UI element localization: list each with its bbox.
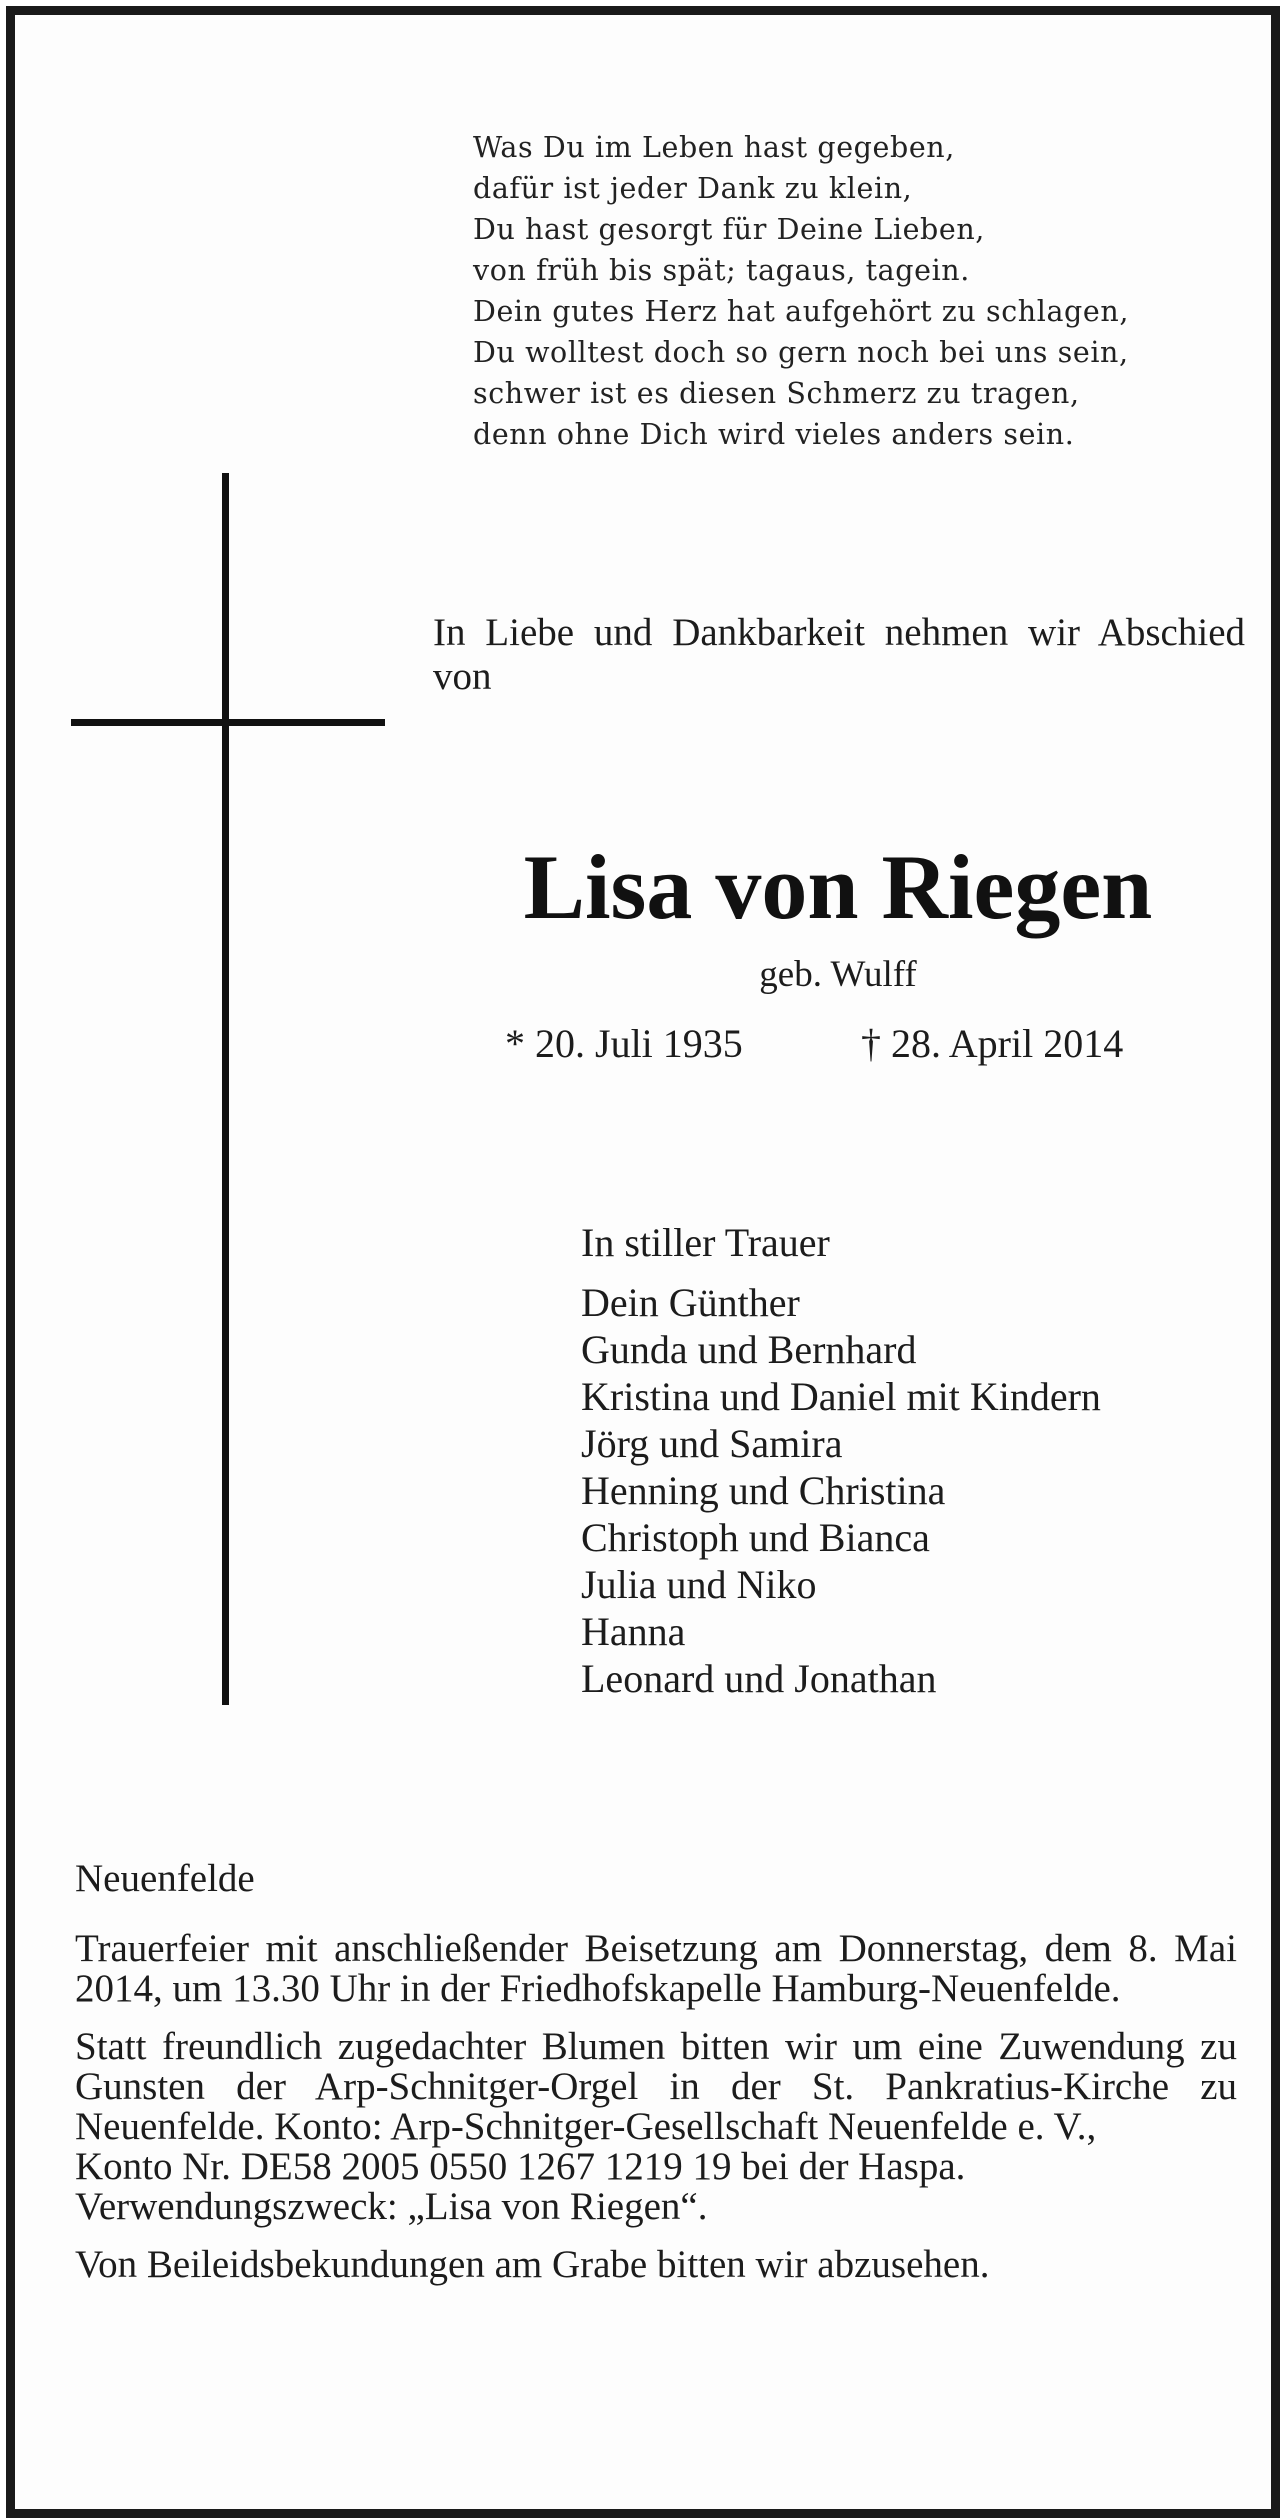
deceased-name: Lisa von Riegen (523, 836, 1153, 938)
mourner-name: Gunda und Bernhard (581, 1327, 917, 1372)
mourner-name: Leonard und Jonathan (581, 1656, 937, 1701)
poem-line: denn ohne Dich wird vieles anders sein. (473, 418, 1075, 451)
mourner-name: Henning und Christina (581, 1468, 946, 1513)
poem (473, 127, 1253, 455)
birth-date: * 20. Juli 1935 (505, 1021, 743, 1066)
cross-vertical-bar (222, 473, 229, 1705)
mourner-name: Dein Günther (581, 1280, 800, 1325)
obituary-notice (6, 6, 1280, 2518)
poem-line: Du hast gesorgt für Deine Lieben, (473, 213, 985, 246)
poem-line: Was Du im Leben hast gegeben, (473, 131, 955, 164)
mourners-heading: In stiller Trauer (581, 1220, 830, 1265)
mourner-name: Jörg und Samira (581, 1421, 843, 1466)
condolence-text: Von Beileidsbekundungen am Grabe bitten wir abzusehen. (75, 2243, 990, 2286)
purpose-text: Verwendungszweck: „Lisa von Riegen“. (75, 2185, 708, 2228)
account-text: Konto Nr. DE58 2005 0550 1267 1219 19 bei der Haspa. (75, 2145, 966, 2188)
mourner-name: Julia und Niko (581, 1562, 817, 1607)
cross-horizontal-bar (71, 719, 385, 726)
mourners-block (581, 1219, 1261, 1702)
maiden-name: geb. Wulff (759, 954, 917, 995)
ceremony-text: Trauerfeier mit anschließender Beisetzung am Donnerstag, dem 8. Mai 2014, um 13.30 Uhr in der Friedhofskapelle Hamburg-Neuenfelde. (75, 1927, 1237, 2010)
death-date: † 28. April 2014 (861, 1021, 1124, 1066)
donation-text: Statt freundlich zugedachter Blumen bitten wir um eine Zuwendung zu Gunsten der Arp-Schnitger-Orgel in der St. Pankratius-Kirche zu Neuenfelde. Konto: Arp-Schnitger-Gesellschaft Neuenfelde e. V., (75, 2025, 1237, 2148)
poem-line: Du wolltest doch so gern noch bei uns sein, (473, 336, 1129, 369)
mourner-name: Kristina und Daniel mit Kindern (581, 1374, 1101, 1419)
poem-line: dafür ist jeder Dank zu klein, (473, 172, 913, 205)
poem-line: schwer ist es diesen Schmerz zu tragen, (473, 377, 1080, 410)
intro-text: In Liebe und Dankbarkeit nehmen wir Abschied von (433, 611, 1245, 698)
poem-line: von früh bis spät; tagaus, tagein. (473, 254, 970, 287)
mourner-name: Hanna (581, 1609, 686, 1654)
place-name: Neuenfelde (75, 1857, 255, 1900)
poem-line: Dein gutes Herz hat aufgehört zu schlagen, (473, 295, 1129, 328)
donation-block (75, 2027, 1237, 2227)
mourner-name: Christoph und Bianca (581, 1515, 930, 1560)
funeral-details (75, 1859, 1237, 2303)
